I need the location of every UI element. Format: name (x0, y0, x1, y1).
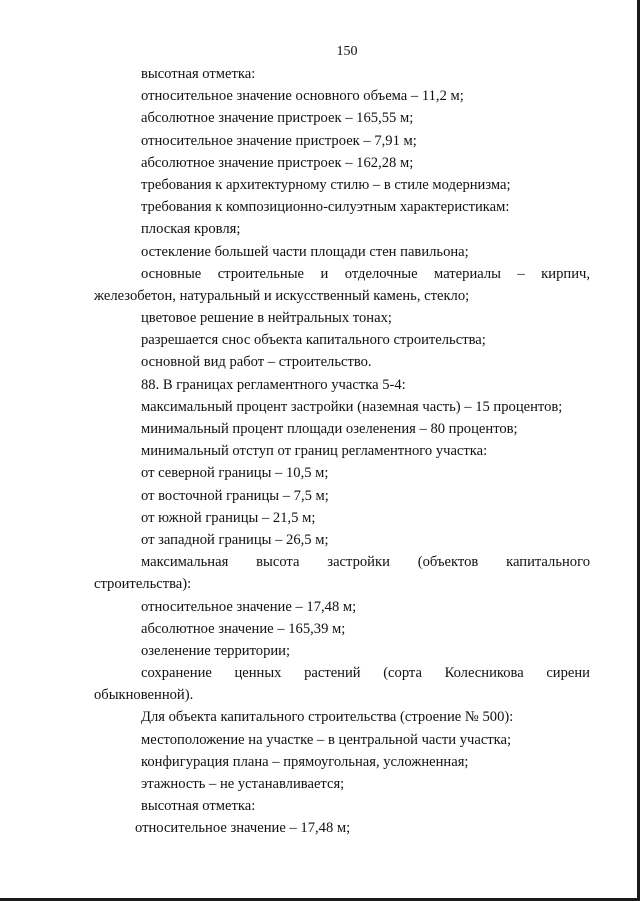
text-line: этажность – не устанавливается; (141, 776, 345, 792)
text-line: абсолютное значение пристроек – 165,55 м; (141, 110, 414, 127)
text-line: строительства): (94, 576, 192, 593)
text-line: цветовое решение в нейтральных тонах; (141, 310, 392, 327)
text-line: относительное значение – 17,48 м; (141, 598, 357, 615)
text-line: от восточной границы – 7,5 м; (141, 487, 329, 504)
section-heading: 88. В границах регламентного участка 5-4: (141, 376, 406, 393)
text-line: от северной границы – 10,5 м; (141, 465, 329, 482)
text-line: Для объекта капитального строительства (строение № 500): (141, 709, 514, 726)
text-line: остекление большей части площади стен павильона; (141, 243, 469, 260)
text-line: максимальная высота застройки (объектов капитального (141, 554, 590, 571)
text-line: озеленение территории; (141, 642, 291, 659)
text-line: максимальный процент застройки (наземная часть) – 15 процентов; (141, 398, 563, 415)
text-line: относительное значение основного объема – 11,2 м; (141, 88, 464, 105)
text-line: относительное значение – 17,48 м; (135, 820, 351, 837)
page-number: 150 (336, 44, 358, 59)
text-line: высотная отметка: (141, 798, 256, 815)
text-line: конфигурация плана – прямоугольная, усложненная; (141, 753, 469, 770)
text-line: абсолютное значение – 165,39 м; (141, 620, 346, 637)
document-body (94, 63, 590, 840)
text-line: от южной границы – 21,5 м; (141, 509, 316, 526)
text-line: местоположение на участке – в центральной части участка; (141, 731, 512, 748)
text-line: относительное значение пристроек – 7,91 м; (141, 132, 417, 149)
text-line: разрешается снос объекта капитального строительства; (141, 332, 486, 349)
text-line: основные строительные и отделочные материалы – кирпич, (141, 265, 590, 282)
text-line: требования к композиционно-силуэтным характеристикам: (141, 199, 510, 216)
text-line: основной вид работ – строительство. (141, 354, 372, 371)
text-line: сохранение ценных растений (сорта Колесникова сирени (141, 665, 590, 682)
text-line: плоская кровля; (141, 221, 241, 238)
text-line: от западной границы – 26,5 м; (141, 531, 329, 548)
text-line: требования к архитектурному стилю – в стиле модернизма; (141, 176, 511, 193)
text-line: высотная отметка: (141, 66, 256, 82)
text-line: абсолютное значение пристроек – 162,28 м; (141, 154, 414, 171)
text-line: минимальный отступ от границ регламентного участка: (141, 443, 488, 460)
text-line: минимальный процент площади озеленения – 80 процентов; (141, 421, 518, 437)
text-line: обыкновенной). (94, 687, 194, 704)
text-line: железобетон, натуральный и искусственный камень, стекло; (94, 287, 470, 304)
